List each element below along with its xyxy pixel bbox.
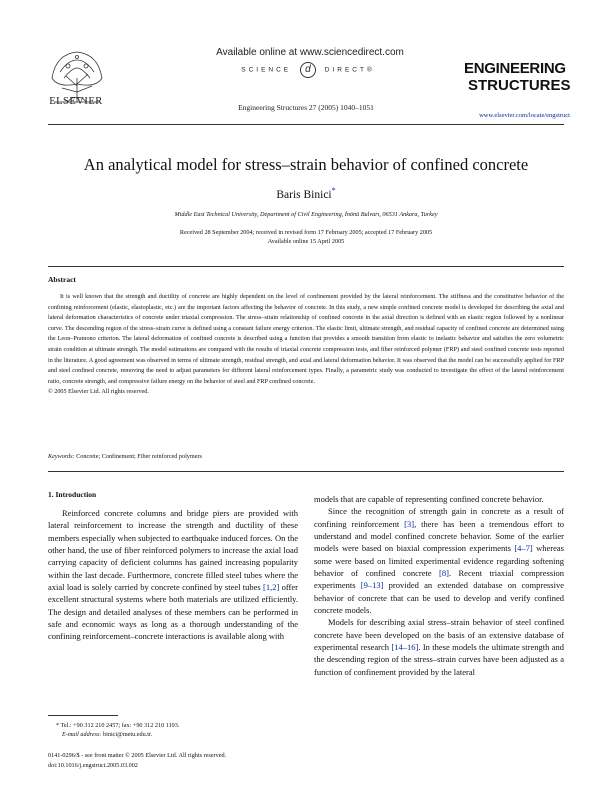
email-label: E-mail address:: [62, 731, 102, 738]
intro-paragraph-continued: models that are capable of representing confined concrete behavior.: [314, 494, 544, 504]
intro-paragraph-1: [48, 507, 298, 643]
abstract-body: [48, 292, 564, 398]
text-run: Reinforced concrete columns and bridge piers are provided with lateral reinforcement to increase the strength and ductility of these members especially when subjected to earthquake induced forces. On the other hand, the use of fiber reinforced polymers to increase the axial load carrying capacity of deficient columns has gained increasing popularity within the last decade. Furthermore, concrete filled steel tubes where the axial load is solely carried by concrete confined by steel tubes: [48, 508, 298, 593]
article-dates: [100, 228, 512, 246]
header-divider: [48, 124, 564, 125]
author-name: Baris Binici: [276, 188, 332, 201]
affiliation: Middle East Technical University, Department of Civil Engineering, İnönü Bulvarı, 06531 Ankara, Turkey: [174, 211, 438, 218]
citation-link[interactable]: [3]: [404, 518, 415, 529]
keywords: Concrete; Confinement; Fiber reinforced polymers: [76, 453, 202, 460]
abstract-copyright: © 2005 Elsevier Ltd. All rights reserved.: [48, 388, 149, 396]
author-footnote: [56, 721, 296, 739]
body-column-left: [48, 507, 298, 643]
intro-paragraph-3: [314, 616, 564, 678]
abstract-bottom-divider: [48, 471, 564, 472]
text-run: whereas some were based on limited experimental evidence regarding softening behavior of confined concrete: [314, 543, 564, 579]
article-title: An analytical model for stress–strain behavior of confined concrete: [83, 155, 529, 174]
citation-link[interactable]: [8]: [439, 568, 449, 579]
email-address[interactable]: binici@metu.edu.tr.: [101, 731, 153, 738]
abstract-top-divider: [48, 266, 564, 267]
text-run: Models for describing axial stress–strain behavior of steel confined concrete have been developed on the basis of an extensive database of experimental research: [314, 617, 564, 653]
sd-right-text: DIRECT®: [324, 66, 375, 74]
journal-logo-line1: ENGINEERING: [464, 60, 566, 77]
sciencedirect-logo: [228, 62, 388, 78]
body-column-right: [314, 493, 564, 678]
abstract-heading: Abstract: [48, 275, 76, 284]
text-run: . In these models the ultimate strength and the descending region of the stress–strain curves have been adjusted as a function of confinement provided by the lateral: [314, 642, 564, 677]
issn-line: 0141-0296/$ - see front matter © 2005 Elsevier Ltd. All rights reserved.: [48, 752, 227, 759]
footnote-divider: [48, 715, 118, 716]
article-footer: [48, 751, 348, 770]
citation-link[interactable]: [4–7]: [514, 543, 533, 554]
citation-link[interactable]: [14–16]: [391, 642, 419, 653]
author-line: [200, 186, 412, 201]
text-run: provided an extended database on compressive behavior of concrete that can be used to develop and verify confined concrete models.: [314, 580, 564, 616]
journal-url-link[interactable]: www.elsevier.com/locate/engstruct: [479, 112, 570, 119]
footnote-contact: * Tel.: +90 312 210 2457; fax: +90 312 210 1193.: [56, 722, 180, 729]
journal-citation: Engineering Structures 27 (2005) 1040–1051: [238, 103, 374, 112]
citation-link[interactable]: [1,2]: [263, 582, 280, 593]
sd-left-text: SCIENCE: [241, 66, 292, 74]
journal-logo-line2: STRUCTURES: [468, 77, 571, 94]
available-online-date: Available online 15 April 2005: [267, 238, 345, 245]
received-dates: Received 28 September 2004; received in revised form 17 February 2005; accepted 17 February 2005: [179, 229, 433, 236]
journal-logo: [464, 60, 571, 94]
text-run: . Recent triaxial compression experiments: [314, 568, 565, 591]
text-run: offer excellent structural systems where both materials are utilized efficiently. The design and detailed analyses of these members can be performed in safe and economic ways as long as a thorough understanding of the confining reinforcement–concrete interactions is available along with: [48, 582, 298, 642]
availability-line[interactable]: Available online at www.sciencedirect.com: [216, 47, 404, 58]
sciencedirect-at-icon: d: [300, 62, 316, 78]
section-heading-introduction: 1. Introduction: [48, 490, 97, 499]
keywords-line: [48, 453, 202, 460]
footnote-email-line: [56, 730, 296, 739]
doi-line[interactable]: doi:10.1016/j.engstruct.2005.03.002: [48, 761, 138, 769]
text-run: , there has been a tremendous effort to understand and model confined concrete behavior. Some of the earlier models were based on biaxial compression experiments: [314, 518, 564, 554]
author-footnote-mark[interactable]: *: [331, 186, 336, 195]
text-run: Since the recognition of strength gain in concrete as a result of confining reinforcement: [314, 506, 564, 529]
citation-link[interactable]: [9–13]: [360, 580, 384, 591]
publisher-name: ELSEVIER: [49, 96, 103, 107]
intro-paragraph-2: [314, 505, 564, 616]
abstract-text: It is well known that the strength and ductility of concrete are highly dependent on the level of confinement provided by the lateral reinforcement. The stiffness and the constitutive behavior of the confining reinforcement (elastic, elastoplastic, etc.) are the important factors affecting the behavior of concrete. In this study, a new simple confined concrete model is developed for describing the axial and lateral deformation characteristics of concrete under triaxial compression. The stress–strain relationship of confined concrete in the axial direction is defined with an elastic region followed by a nonlinear curve. The descending region of the stress–strain curve is defined using a constant failure energy criterion. The elastic limit, ultimate strength, and residual capacity of confined concrete are determined using the Leon–Pramono criterion. The lateral deformation of confined concrete is described using a function that provides a smooth transition from elastic to inelastic behavior and satisfies the zero volumetric strain condition at ultimate strength. The model estimations are compared with the results of triaxial concrete compression tests, and fiber reinforced polymer (FRP) and steel confined concrete tests reported in the literature. A good agreement was observed in terms of ultimate strength, residual strength, and axial and lateral deformation behavior. It was observed that the model can be successfully applied for FRP and steel confined concrete, removing the need to adjust parameters for different lateral reinforcement types. Finally, a parametric study was conducted to investigate the effect of the lateral reinforcement ratio, concrete strength, and compressive failure energy on the behavior of steel and FRP confined concrete.: [48, 293, 564, 385]
keywords-label: Keywords:: [48, 453, 75, 460]
